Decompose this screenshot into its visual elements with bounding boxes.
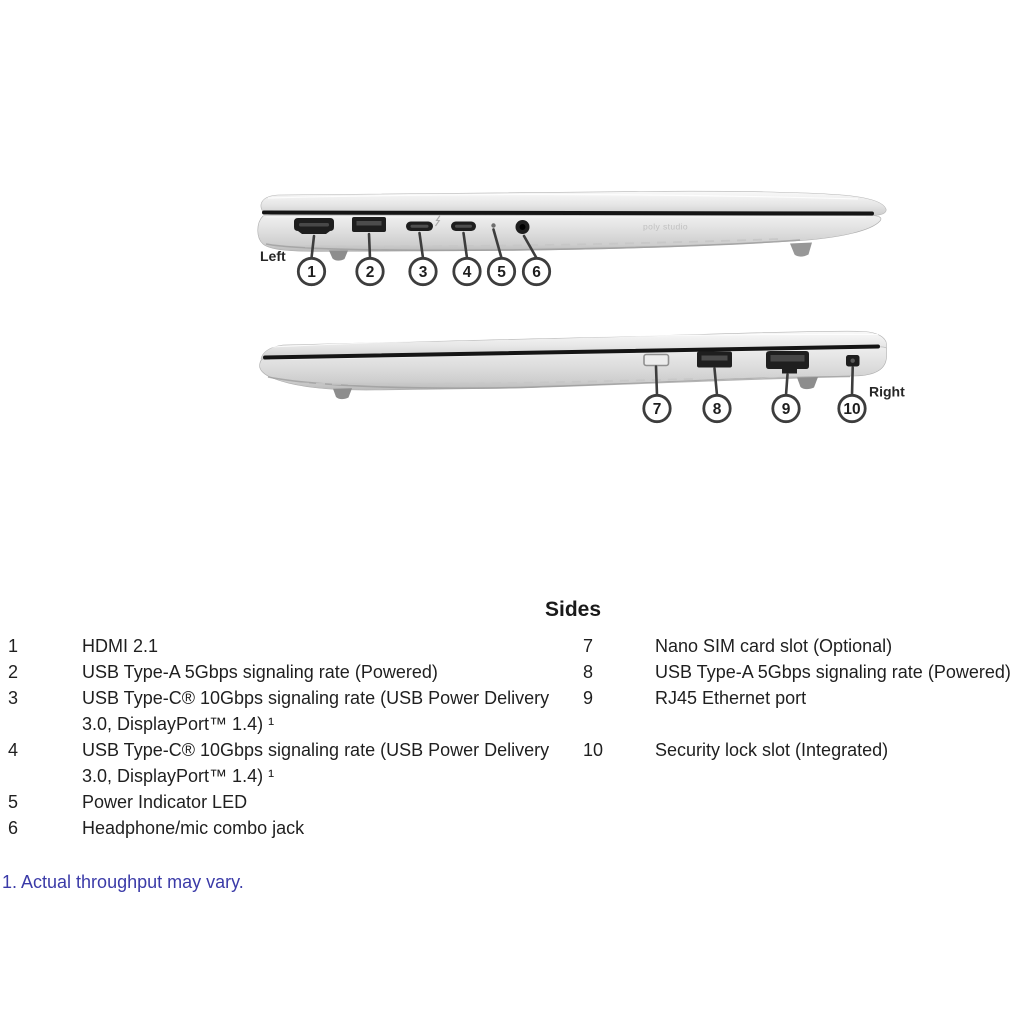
legend-item-text: Security lock slot (Integrated) <box>655 740 889 760</box>
callout-7-number: 7 <box>652 401 662 418</box>
legend-item-text: RJ45 Ethernet port <box>655 688 807 708</box>
legend-item-text: USB Type-C® 10Gbps signaling rate (USB Power Delivery 3.0, DisplayPort™ 1.4) ¹ <box>82 688 550 734</box>
laptop-base <box>258 216 881 252</box>
rubber-foot <box>329 251 348 261</box>
legend-item-number: 3 <box>8 688 19 708</box>
callout-5-number: 5 <box>497 264 506 281</box>
section-title: Sides <box>544 598 602 621</box>
legend-item-number: 4 <box>8 740 19 760</box>
callouts-right-view <box>644 395 865 421</box>
legend-item-number: 6 <box>8 818 19 838</box>
legend-row <box>8 815 570 841</box>
callout-3-number: 3 <box>418 264 428 281</box>
legend-row <box>583 737 1023 763</box>
legend-item-text: USB Type-A 5Gbps signaling rate (Powered) <box>655 662 1011 682</box>
legend-item-text: USB Type-C® 10Gbps signaling rate (USB Power Delivery 3.0, DisplayPort™ 1.4) ¹ <box>82 740 550 786</box>
rubber-foot <box>333 388 352 399</box>
callout-9-number: 9 <box>781 401 791 418</box>
usb-c-port-slot-1 <box>411 225 429 228</box>
legend-row <box>8 789 570 815</box>
callout-4-number: 4 <box>462 264 472 281</box>
legend-item-number: 7 <box>583 636 594 656</box>
legend-row <box>8 685 570 737</box>
legend-item-number: 8 <box>583 662 594 682</box>
lid-base-seam <box>264 213 872 214</box>
callouts-left-view <box>298 258 549 284</box>
right-side-label: Right <box>869 383 905 400</box>
left-side-label: Left <box>260 248 286 264</box>
legend-right-column <box>583 633 1023 763</box>
legend-row <box>8 633 570 659</box>
nano-sim-slot-icon <box>644 355 669 366</box>
legend-row <box>8 737 570 789</box>
power-led-icon <box>491 223 495 227</box>
laptop-left-side-illustration <box>255 185 915 305</box>
legend-item-text: USB Type-A 5Gbps signaling rate (Powered) <box>82 662 438 682</box>
security-lock-slot-hole <box>851 359 855 363</box>
legend-row <box>583 685 1023 737</box>
usb-a-port-slot <box>357 221 382 226</box>
laptop-right-side-illustration <box>255 320 915 440</box>
legend-item-number: 10 <box>583 740 604 760</box>
callout-1-number: 1 <box>307 264 316 281</box>
legend-row <box>583 659 1023 685</box>
hdmi-port-slot <box>299 223 329 227</box>
legend-item-number: 9 <box>583 688 594 708</box>
legend-item-number: 5 <box>8 792 19 812</box>
footnote: 1. Actual throughput may vary. <box>2 872 244 892</box>
legend-row <box>8 659 570 685</box>
legend-left-column <box>8 633 570 841</box>
poly-studio-brand-text: poly studio <box>643 221 689 232</box>
rj45-port-slot <box>771 355 805 362</box>
legend-item-text: Headphone/mic combo jack <box>82 818 305 838</box>
rubber-foot <box>797 377 818 389</box>
callout-6-number: 6 <box>532 264 541 281</box>
callout-10-number: 10 <box>843 401 861 418</box>
legend-item-text: HDMI 2.1 <box>82 636 159 656</box>
usb-c-port-slot-2 <box>455 225 472 228</box>
callout-2-number: 2 <box>365 264 375 281</box>
legend-item-number: 1 <box>8 636 19 656</box>
legend-row <box>583 633 1023 659</box>
headphone-jack-hole <box>520 224 526 230</box>
legend-item-number: 2 <box>8 662 19 682</box>
legend-item-text: Power Indicator LED <box>82 792 248 812</box>
legend-item-text: Nano SIM card slot (Optional) <box>655 636 893 656</box>
callout-8-number: 8 <box>712 401 722 418</box>
usb-a-port-slot <box>702 356 728 361</box>
rubber-foot <box>790 243 812 257</box>
